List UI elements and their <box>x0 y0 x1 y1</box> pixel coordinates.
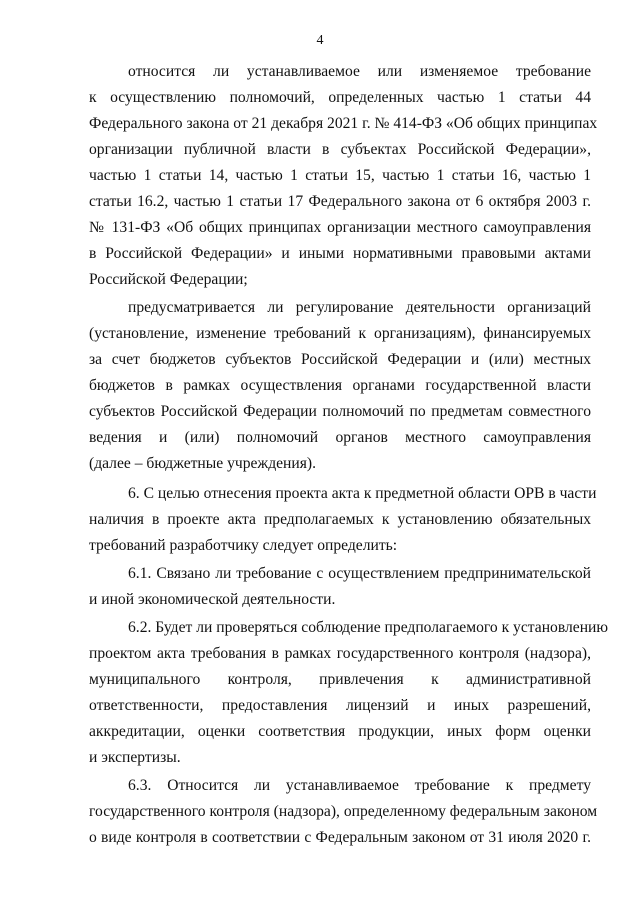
text-line: 6.1. Связано ли требование с осуществлением предпринимательской <box>128 565 591 582</box>
text-line: проектом акта требования в рамках государственного контроля (надзора), <box>89 645 591 662</box>
text-line: аккредитации, оценки соответствия продукции, иных форм оценки <box>89 723 591 740</box>
text-line: требований разработчику следует определить: <box>89 537 398 554</box>
text-line: Российской Федерации; <box>89 271 248 288</box>
text-line: и иной экономической деятельности. <box>89 591 336 608</box>
text-line: субъектов Российской Федерации полномочий по предметам совместного <box>89 403 591 420</box>
text-line: в Российской Федерации» и иными нормативными правовыми актами <box>89 245 591 262</box>
text-line: организации публичной власти в субъектах Российской Федерации», <box>89 141 591 158</box>
text-line: бюджетов в рамках осуществления органами государственной власти <box>89 377 591 394</box>
text-line: ответственности, предоставления лицензий и иных разрешений, <box>89 697 591 714</box>
text-line: наличия в проекте акта предполагаемых к установлению обязательных <box>89 511 591 528</box>
text-line: государственного контроля (надзора), определенному федеральным законом <box>89 803 598 820</box>
text-line: ведения и (или) полномочий органов местного самоуправления <box>89 429 591 446</box>
text-line: № 131-ФЗ «Об общих принципах организации местного самоуправления <box>89 219 591 236</box>
text-line: муниципального контроля, привлечения к административной <box>89 671 591 688</box>
text-line: за счет бюджетов субъектов Российской Федерации и (или) местных <box>89 351 591 368</box>
text-line: относится ли устанавливаемое или изменяемое требование <box>128 63 591 80</box>
text-line: Федерального закона от 21 декабря 2021 г. № 414-ФЗ «Об общих принципах <box>89 115 598 132</box>
text-line: 6.3. Относится ли устанавливаемое требование к предмету <box>128 777 591 794</box>
text-line: о виде контроля в соответствии с Федеральным законом от 31 июля 2020 г. <box>89 829 591 846</box>
text-line: 6. С целью отнесения проекта акта к предметной области ОРВ в части <box>128 485 597 502</box>
text-line: (далее – бюджетные учреждения). <box>89 455 317 472</box>
page-number: 4 <box>316 33 324 48</box>
text-line: предусматривается ли регулирование деятельности организаций <box>128 299 591 316</box>
text-line: (установление, изменение требований к организациям), финансируемых <box>89 325 591 342</box>
text-line: частью 1 статьи 14, частью 1 статьи 15, частью 1 статьи 16, частью 1 <box>89 167 591 184</box>
text-line: статьи 16.2, частью 1 статьи 17 Федерального закона от 6 октября 2003 г. <box>89 193 591 210</box>
text-line: и экспертизы. <box>89 749 181 766</box>
text-line: 6.2. Будет ли проверяться соблюдение предполагаемого к установлению <box>128 619 609 636</box>
text-line: к осуществлению полномочий, определенных частью 1 статьи 44 <box>89 89 591 106</box>
